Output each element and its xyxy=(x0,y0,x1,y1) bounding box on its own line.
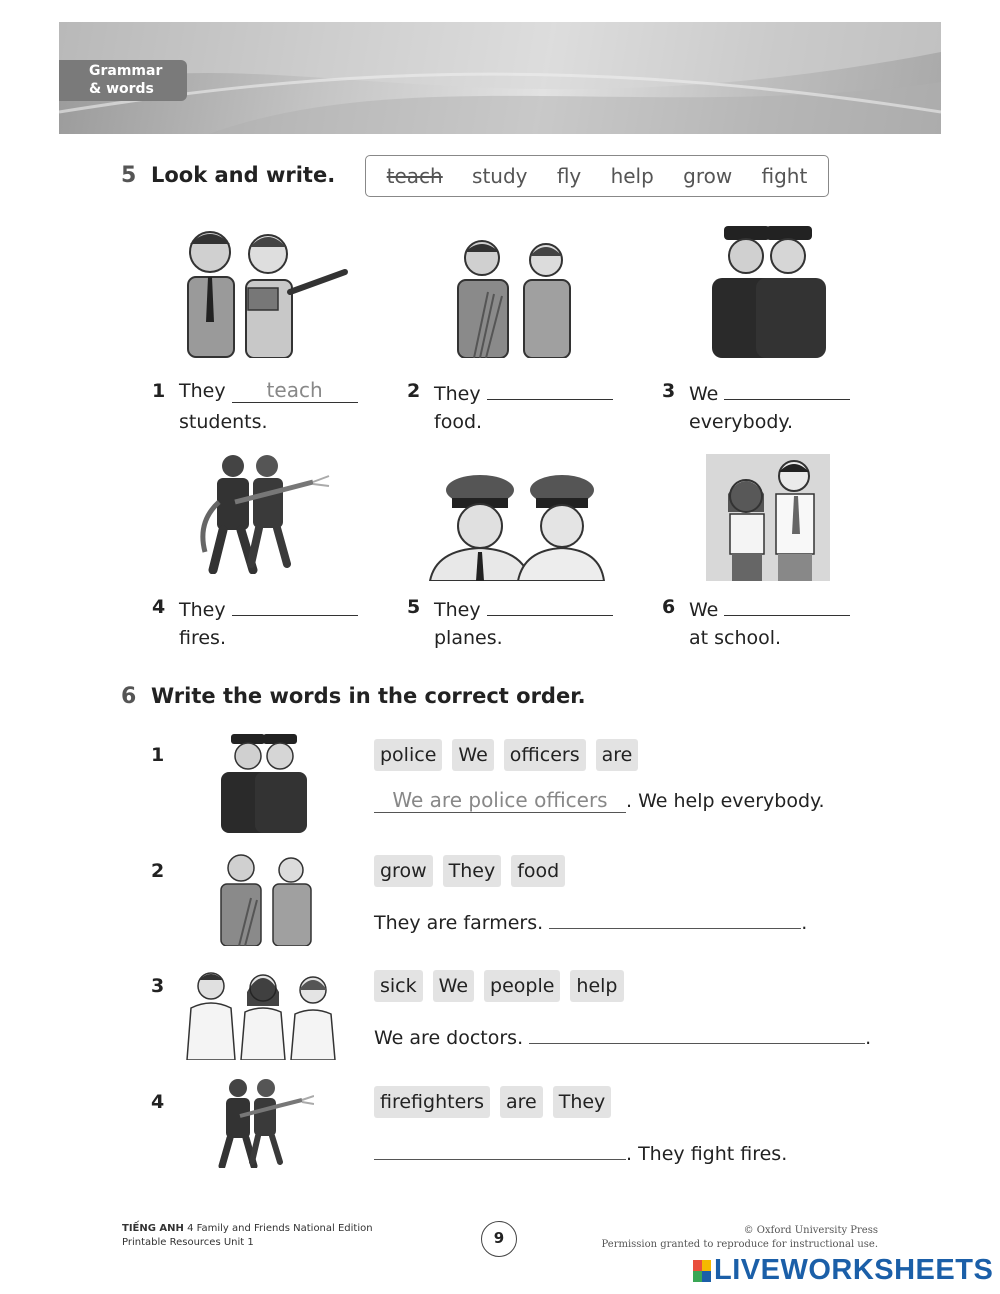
word-chip[interactable]: We xyxy=(433,970,474,1002)
doctors-thumbnail xyxy=(183,968,341,1060)
answer-blank[interactable] xyxy=(724,376,850,400)
word-bank-word: study xyxy=(472,164,528,188)
answer-blank[interactable] xyxy=(374,1136,626,1160)
word-bank-word: fly xyxy=(556,164,582,188)
section6-number: 6 xyxy=(121,684,137,709)
item-number: 5 xyxy=(407,596,421,618)
word-chip[interactable]: are xyxy=(500,1086,543,1118)
teachers-illustration xyxy=(170,222,360,358)
pilots-illustration xyxy=(428,468,606,581)
item-tail: fires. xyxy=(179,627,226,649)
word-chip[interactable]: They xyxy=(443,855,502,887)
copyright-line: © Oxford University Press xyxy=(743,1225,878,1236)
section6-title: Write the words in the correct order. xyxy=(151,684,586,708)
firefighters-illustration xyxy=(195,452,330,574)
firefighters-thumbnail xyxy=(210,1076,314,1168)
farmers-thumbnail xyxy=(215,850,319,946)
answer-blank[interactable]: We are police officers xyxy=(374,789,626,813)
word-chip[interactable]: grow xyxy=(374,855,433,887)
word-chips xyxy=(374,739,638,771)
police-officers-thumbnail xyxy=(217,730,310,833)
word-chip[interactable]: are xyxy=(596,739,639,771)
book-info xyxy=(122,1222,373,1250)
answer-blank[interactable] xyxy=(549,905,801,929)
word-chip[interactable]: food xyxy=(511,855,565,887)
word-chips xyxy=(374,855,565,887)
answer-blank[interactable] xyxy=(487,376,613,400)
answer-suffix: . They fight fires. xyxy=(626,1143,788,1165)
word-chips xyxy=(374,970,624,1002)
word-chip[interactable]: sick xyxy=(374,970,423,1002)
permission-line: Permission granted to reproduce for instructional use. xyxy=(601,1239,878,1250)
liveworksheets-logo-icon xyxy=(693,1260,711,1282)
answer-line xyxy=(374,905,807,934)
item-tail: at school. xyxy=(689,627,782,649)
section-tag xyxy=(59,60,187,101)
word-chips xyxy=(374,1086,611,1118)
item-tail: everybody. xyxy=(689,411,793,433)
farmers-illustration xyxy=(450,234,580,358)
header-banner xyxy=(59,22,941,134)
question-number: 4 xyxy=(151,1091,165,1113)
answer-suffix: . xyxy=(865,1027,872,1049)
answer-blank[interactable] xyxy=(724,592,850,616)
answer-suffix: . We help everybody. xyxy=(626,790,825,812)
answer-blank[interactable] xyxy=(529,1020,865,1044)
answer-line xyxy=(374,1020,871,1049)
item-lead: We xyxy=(689,383,719,405)
answer-line xyxy=(374,1136,787,1165)
answer-line xyxy=(374,789,825,813)
answer-blank[interactable] xyxy=(487,592,613,616)
item-lead: They xyxy=(434,383,481,405)
answer-blank[interactable] xyxy=(232,592,358,616)
word-chip[interactable]: firefighters xyxy=(374,1086,490,1118)
word-chip[interactable]: They xyxy=(553,1086,612,1118)
item-number: 3 xyxy=(662,380,676,402)
item-lead: They xyxy=(434,599,481,621)
answer-prefix: We are doctors. xyxy=(374,1027,530,1049)
tag-line-1: Grammar xyxy=(89,63,163,79)
question-number: 2 xyxy=(151,860,165,882)
item-number: 1 xyxy=(152,380,166,402)
word-chip[interactable]: officers xyxy=(504,739,586,771)
word-chip[interactable]: We xyxy=(452,739,493,771)
item-number: 2 xyxy=(407,380,421,402)
word-bank-word: grow xyxy=(683,164,733,188)
book-title-bold: TIẾNG ANH xyxy=(122,1223,184,1234)
answer-suffix: . xyxy=(801,912,808,934)
liveworksheets-brand[interactable] xyxy=(693,1254,993,1287)
students-illustration xyxy=(706,454,830,581)
word-bank-word: help xyxy=(610,164,654,188)
item-tail: students. xyxy=(179,411,268,433)
police-officers-illustration xyxy=(704,222,832,358)
item-number: 4 xyxy=(152,596,166,618)
copyright-notice xyxy=(602,1224,879,1252)
word-bank xyxy=(365,155,829,197)
question-number: 1 xyxy=(151,744,165,766)
item-tail: planes. xyxy=(434,627,503,649)
word-bank-word: teach xyxy=(386,164,443,188)
item-lead: They xyxy=(179,380,226,402)
item-number: 6 xyxy=(662,596,676,618)
word-chip[interactable]: police xyxy=(374,739,442,771)
page-number: 9 xyxy=(481,1221,517,1257)
word-bank-word: fight xyxy=(761,164,808,188)
word-chip[interactable]: help xyxy=(570,970,623,1002)
resource-label: Printable Resources Unit 1 xyxy=(122,1237,254,1248)
answer-prefix: They are farmers. xyxy=(374,912,550,934)
book-title-rest: 4 Family and Friends National Edition xyxy=(183,1223,373,1234)
tag-line-2: & words xyxy=(89,81,154,97)
word-chip[interactable]: people xyxy=(484,970,560,1002)
answer-blank[interactable]: teach xyxy=(232,379,358,403)
question-number: 3 xyxy=(151,975,165,997)
section5-number: 5 xyxy=(121,163,137,188)
section5-title: Look and write. xyxy=(151,163,336,187)
item-tail: food. xyxy=(434,411,483,433)
item-lead: They xyxy=(179,599,226,621)
liveworksheets-wordmark: LIVEWORKSHEETS xyxy=(714,1254,994,1286)
item-lead: We xyxy=(689,599,719,621)
